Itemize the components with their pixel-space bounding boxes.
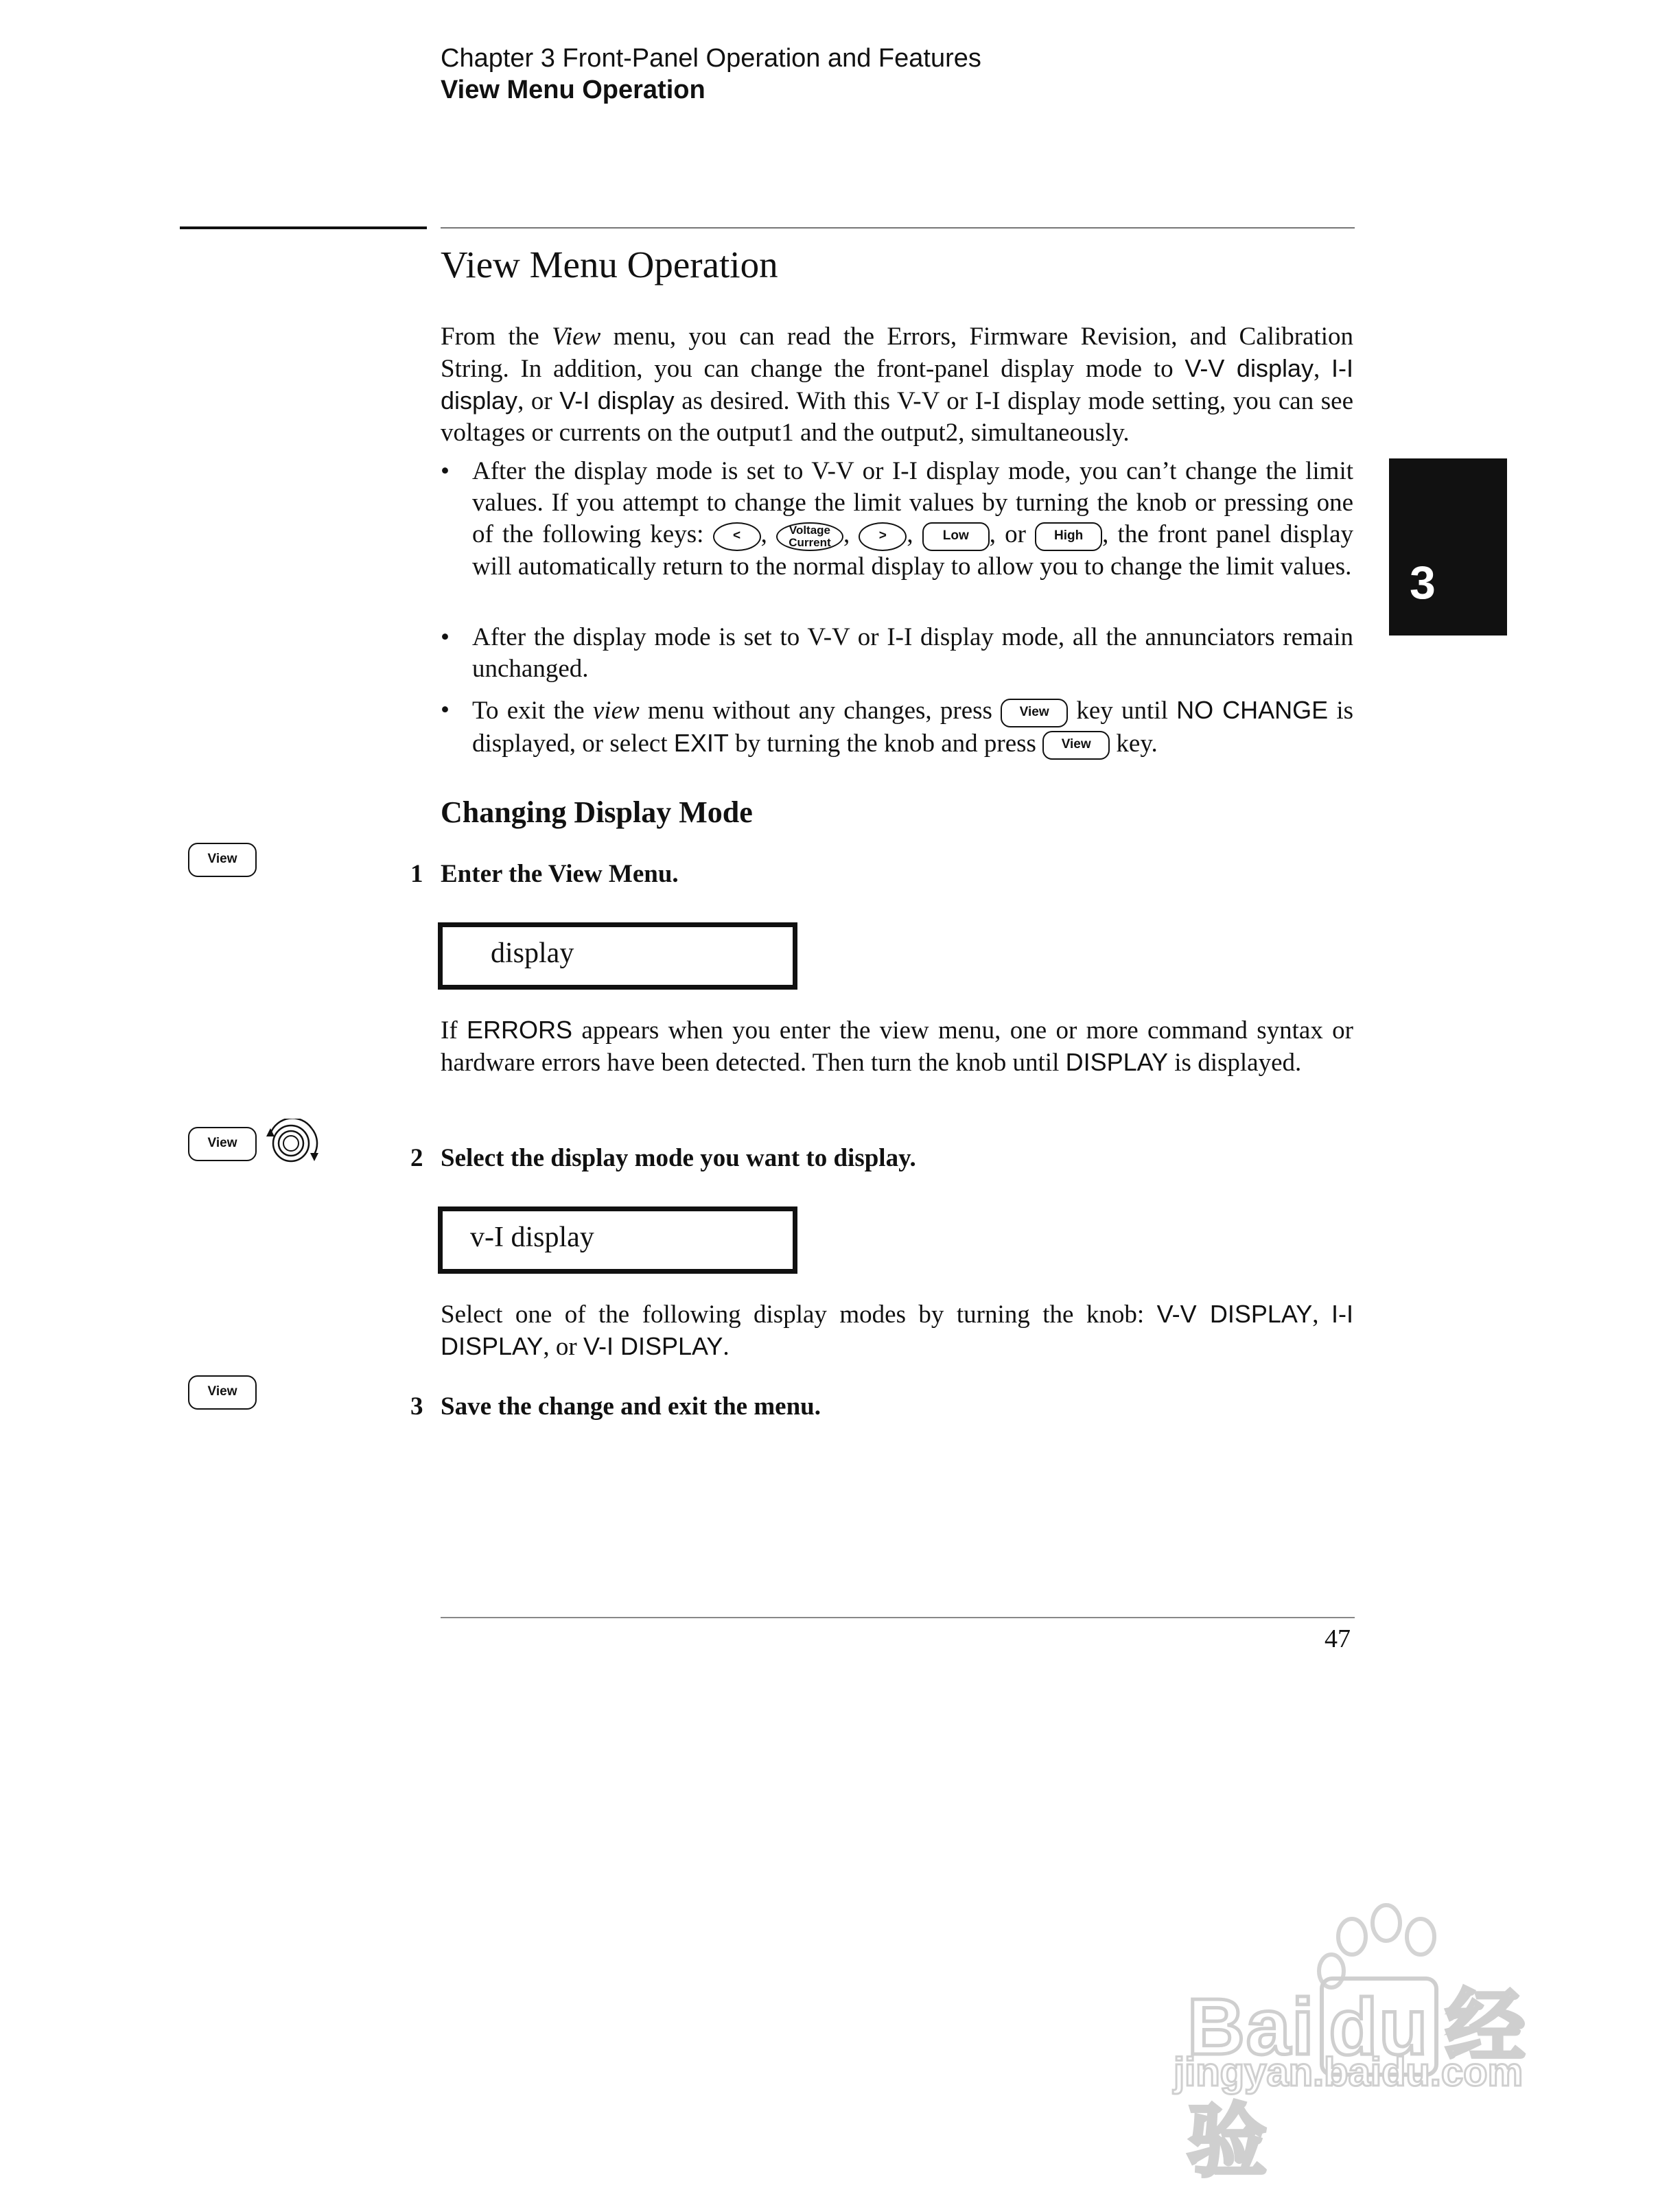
view-key-icon: View	[188, 1127, 257, 1161]
separator: ,	[843, 520, 859, 548]
note-text: is displayed.	[1168, 1049, 1302, 1077]
section-title: View Menu Operation	[441, 244, 778, 285]
bullet-text-part: key until	[1068, 697, 1177, 725]
exit-keyword: EXIT	[673, 728, 729, 757]
step-title: Enter the View Menu.	[441, 860, 679, 888]
vv-display-keyword: V-V DISPLAY	[1156, 1300, 1313, 1328]
bullet-item	[441, 456, 1353, 614]
intro-paragraph	[441, 321, 1353, 449]
step-title: Save the change and exit the menu.	[441, 1392, 821, 1421]
note-text: appears when you enter the view menu, one or more command syntax or hardware errors have been detected. Then turn the knob until	[441, 1016, 1353, 1077]
view-key-icon: View	[188, 1375, 257, 1410]
note-text: Select one of the following display modes by turning the knob:	[441, 1301, 1157, 1329]
separator: ,	[907, 520, 922, 548]
separator: .	[723, 1333, 730, 1361]
right-arrow-key-icon: >	[859, 522, 907, 551]
view-key-icon: View	[1001, 699, 1068, 727]
bullet-item	[441, 695, 1353, 770]
intro-text: as desired. With this V-V or I-I display mode setting, you can see voltages or currents on the output1 and the output2, simultaneously.	[441, 387, 1353, 447]
low-key-icon: Low	[922, 522, 990, 551]
step-number: 2	[410, 1144, 423, 1172]
lcd-text: display	[491, 937, 574, 969]
separator: ,	[1313, 355, 1331, 383]
left-arrow-key-icon: <	[713, 522, 761, 551]
watermark-brand-a: Bai	[1187, 1982, 1316, 2071]
step2-note	[441, 1298, 1353, 1363]
no-change-keyword: NO CHANGE	[1176, 696, 1329, 724]
view-key-icon: View	[188, 843, 257, 877]
running-header	[441, 43, 981, 106]
step-number: 1	[410, 860, 423, 888]
vv-display-keyword: V-V display	[1185, 354, 1314, 382]
view-italic: view	[592, 697, 640, 725]
lcd-display	[438, 922, 797, 990]
header-rule	[441, 227, 1355, 229]
lcd-text: v-I display	[470, 1222, 594, 1253]
section-header-title: View Menu Operation	[441, 75, 705, 104]
bullet-text	[472, 456, 1353, 583]
separator: ,	[1312, 1301, 1331, 1329]
high-key-icon: High	[1035, 522, 1102, 551]
intro-text: menu, you can read the Errors, Firmware Revision, and Calibration String. In addition, you can change the front-panel display mode to	[441, 323, 1353, 383]
step1-note	[441, 1014, 1353, 1079]
step-title: Select the display mode you want to display.	[441, 1144, 916, 1172]
separator: , or	[543, 1333, 583, 1361]
knob-icon	[264, 1119, 325, 1168]
separator: , or	[989, 520, 1036, 548]
bullet-item	[441, 622, 1353, 690]
intro-text: From the	[441, 323, 552, 351]
bullet-marker: •	[441, 696, 450, 724]
bullet-marker: •	[441, 623, 450, 651]
separator: , or	[517, 387, 560, 415]
lcd-display	[438, 1206, 797, 1274]
vi-display-keyword: V-I display	[559, 386, 675, 415]
view-italic: View	[552, 323, 601, 351]
watermark-url: jingyan.baidu.com	[1174, 2050, 1524, 2095]
bullet-marker: •	[441, 457, 450, 485]
bullet-text-part: , the front panel display will automatically return to the normal display to allow you to change the limit values.	[472, 520, 1354, 581]
voltage-current-key-icon	[776, 522, 843, 551]
bullet-text-part: by turning the knob and press	[728, 729, 1043, 758]
subheading: Changing Display Mode	[441, 795, 753, 829]
ii-display-keyword: I-I display	[441, 354, 1353, 415]
chapter-thumb-tab	[1389, 458, 1507, 636]
display-keyword: DISPLAY	[1065, 1048, 1169, 1076]
chapter-title: Chapter 3 Front-Panel Operation and Features	[441, 44, 981, 73]
errors-keyword: ERRORS	[466, 1016, 572, 1044]
key-label-current: Current	[789, 535, 831, 549]
chapter-tab-number: 3	[1410, 557, 1436, 609]
bullet-text: After the display mode is set to V-V or I-I display mode, all the annunciators remain unchanged.	[472, 623, 1353, 683]
bullet-text-part: menu without any changes, press	[639, 697, 1001, 725]
bullet-text	[472, 695, 1353, 760]
watermark-brand-cn: 经验	[1187, 1982, 1527, 2186]
step-number: 3	[410, 1392, 423, 1421]
bullet-text-part: After the display mode is set to V-V or I-I display mode, you can’t change the limit values. If you attempt to change the limit values by turning the knob or pressing one of the following keys:	[472, 457, 1353, 548]
margin-rule	[180, 226, 427, 229]
key-label-voltage: Voltage	[789, 523, 831, 537]
vi-display-keyword: V-I DISPLAY	[583, 1332, 723, 1360]
page-number: 47	[1325, 1624, 1351, 1653]
bullet-text-part: key.	[1110, 729, 1158, 758]
ii-display-keyword: I-I DISPLAY	[441, 1300, 1353, 1360]
footer-rule	[441, 1617, 1355, 1618]
view-key-icon: View	[1042, 731, 1110, 760]
separator: ,	[760, 520, 776, 548]
baidu-watermark	[1160, 1894, 1572, 2186]
note-text: If	[441, 1016, 467, 1045]
watermark-brand-b: du	[1320, 1977, 1439, 2077]
bullet-text-part: is displayed, or select	[472, 697, 1353, 758]
bullet-text-part: To exit the	[472, 697, 593, 725]
